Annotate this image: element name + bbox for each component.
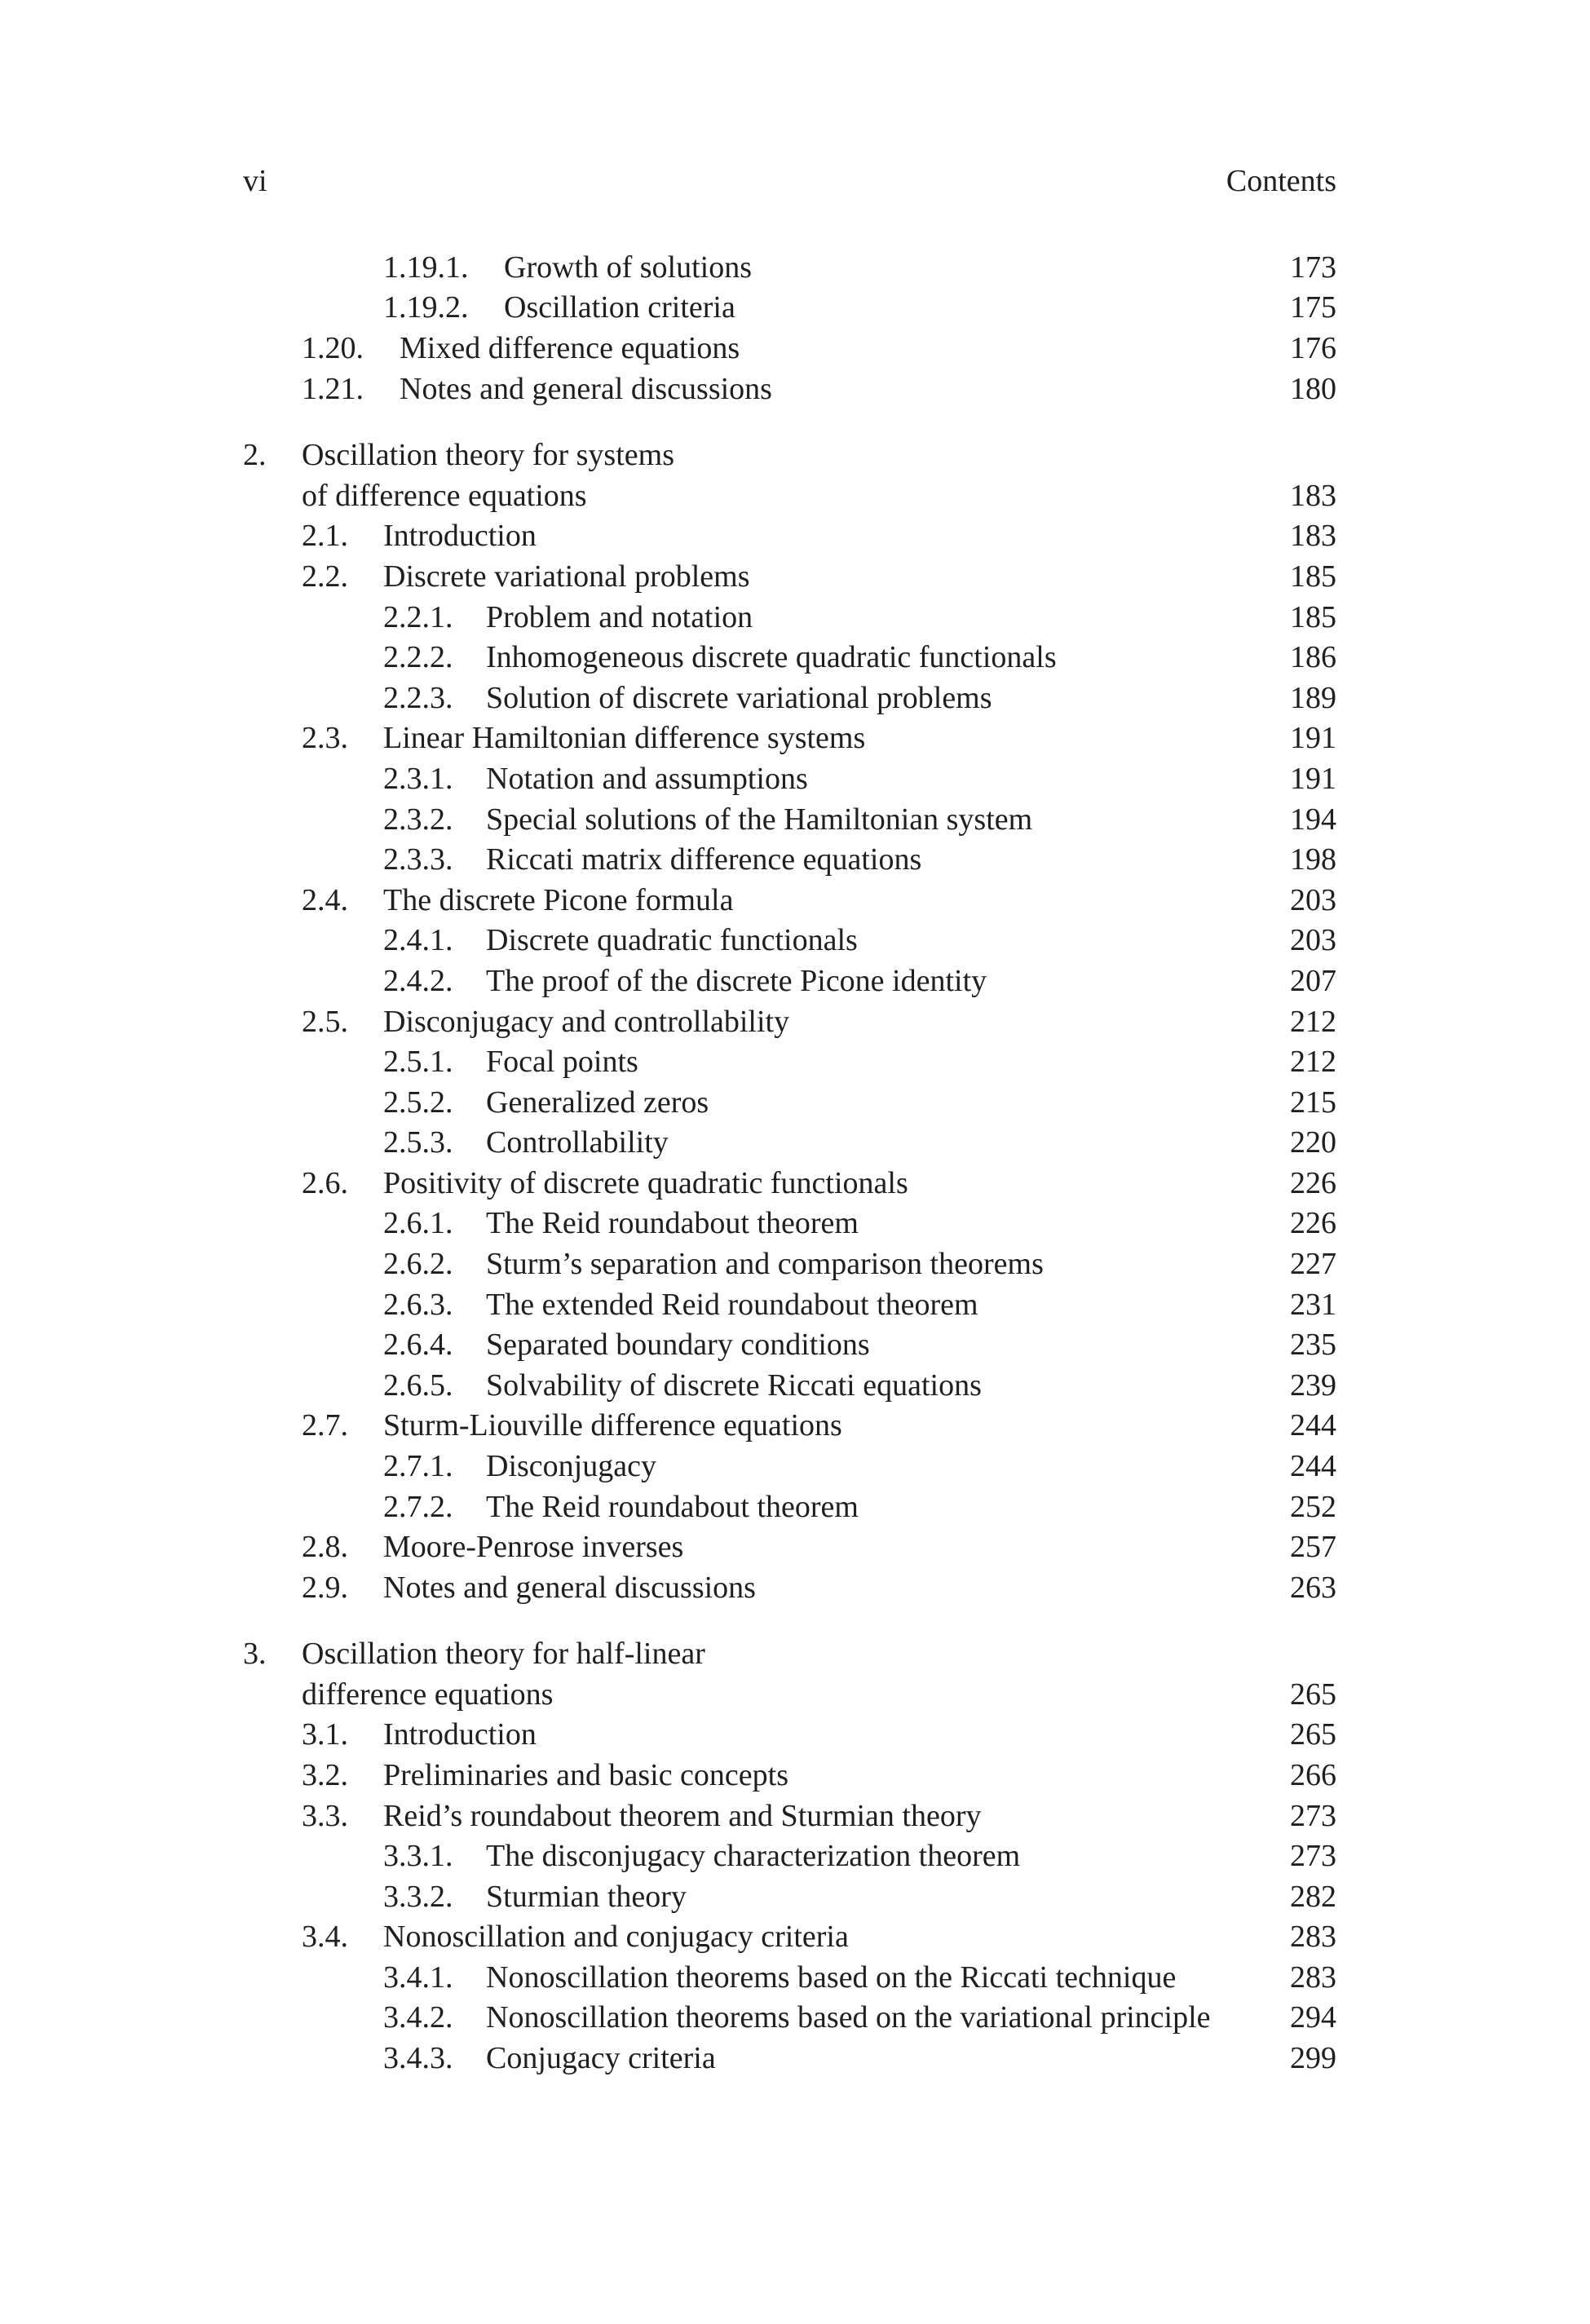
toc-entry-title: Preliminaries and basic concepts: [383, 1758, 789, 1792]
toc-entry-page: 220: [1290, 1125, 1336, 1160]
toc-entry-title: Sturm’s separation and comparison theorems: [486, 1247, 1044, 1281]
toc-entry-number: 3.1.: [302, 1717, 348, 1752]
toc-entry-title: Nonoscillation theorems based on the Riccati technique: [486, 1960, 1177, 1995]
toc-entry-page: 244: [1290, 1408, 1336, 1443]
toc-entry-page: 282: [1290, 1880, 1336, 1914]
toc-entry-title: Controllability: [486, 1125, 669, 1160]
toc-entry: [243, 1163, 1336, 1204]
toc-entry: [243, 1001, 1336, 1042]
toc-entry: [243, 1836, 1336, 1876]
toc-entry: [243, 1997, 1336, 2038]
toc-entry: [243, 1446, 1336, 1487]
toc-entry-title: The proof of the discrete Picone identity: [486, 964, 987, 998]
toc-entry-page: 194: [1290, 802, 1336, 837]
toc-entry-page: 191: [1290, 721, 1336, 755]
toc-entry-title: Special solutions of the Hamiltonian system: [486, 802, 1033, 837]
toc-entry-number: 2.4.1.: [383, 923, 453, 957]
toc-entry-title: The disconjugacy characterization theorem: [486, 1839, 1021, 1873]
toc-entry: [243, 961, 1336, 1001]
toc-entry: [243, 247, 1336, 288]
toc-entry-page: 185: [1290, 559, 1336, 594]
toc-entry-page: 252: [1290, 1490, 1336, 1524]
toc-entry-number: 2.6.4.: [383, 1328, 453, 1362]
toc-entry-page: 239: [1290, 1368, 1336, 1403]
toc-entry: [243, 597, 1336, 638]
toc-entry-number: 1.19.1.: [383, 250, 469, 285]
toc-entry-number: 2.5.3.: [383, 1125, 453, 1160]
toc-chapter-continuation: [243, 475, 1336, 516]
toc-chapter: [243, 435, 1336, 475]
toc-entry-title: Nonoscillation and conjugacy criteria: [383, 1920, 849, 1954]
toc-entry: [243, 1916, 1336, 1957]
toc-entry-title: Riccati matrix difference equations: [486, 842, 922, 877]
toc-entry-page: 235: [1290, 1328, 1336, 1362]
toc-entry: [243, 678, 1336, 718]
toc-entry: [243, 2038, 1336, 2079]
toc-entry: [243, 1714, 1336, 1755]
toc-entry-title: Introduction: [383, 1717, 537, 1752]
toc-entry-number: 2.2.2.: [383, 640, 453, 674]
toc-entry: [243, 1203, 1336, 1244]
toc-entry-page: 183: [1290, 519, 1336, 553]
toc-entry-title: Notes and general discussions: [383, 1571, 756, 1605]
toc-entry-page: 231: [1290, 1288, 1336, 1322]
toc-entry: [243, 1244, 1336, 1284]
toc-entry-page: 207: [1290, 964, 1336, 998]
toc-entry: [243, 1796, 1336, 1836]
toc-entry-title: Problem and notation: [486, 600, 753, 634]
toc-entry: [243, 1527, 1336, 1567]
toc-chapter-number: 2.: [243, 438, 267, 472]
toc-chapter-continuation: [243, 1674, 1336, 1715]
toc-entry-title: Generalized zeros: [486, 1085, 709, 1120]
toc-entry-number: 2.5.1.: [383, 1045, 453, 1079]
toc-entry: [243, 515, 1336, 556]
toc-entry-page: 266: [1290, 1758, 1336, 1792]
toc-entry: [243, 369, 1336, 409]
toc-entry: [243, 1324, 1336, 1365]
toc-entry-title: Linear Hamiltonian difference systems: [383, 721, 866, 755]
toc-entry-page: 294: [1290, 2000, 1336, 2035]
running-header: [243, 163, 1336, 204]
toc-entry-title: Reid’s roundabout theorem and Sturmian theory: [383, 1799, 982, 1833]
toc-entry-number: 3.3.2.: [383, 1880, 453, 1914]
toc-entry-number: 2.2.: [302, 559, 348, 594]
toc-entry: [243, 287, 1336, 328]
toc-entry-title: Solvability of discrete Riccati equations: [486, 1368, 982, 1403]
toc-entry-page: 198: [1290, 842, 1336, 877]
toc-entry-title: Positivity of discrete quadratic functionals: [383, 1166, 908, 1200]
toc-entry-number: 2.9.: [302, 1571, 348, 1605]
toc-entry-title: Notation and assumptions: [486, 762, 808, 796]
toc-entry-title: Notes and general discussions: [400, 372, 772, 406]
toc-entry-title: Growth of solutions: [504, 250, 752, 285]
toc-entry-page: 176: [1290, 331, 1336, 365]
toc-entry: [243, 1957, 1336, 1998]
toc-chapter-number: 3.: [243, 1637, 267, 1671]
toc-entry: [243, 1405, 1336, 1446]
toc-entry-number: 2.1.: [302, 519, 348, 553]
toc-entry-page: 183: [1290, 479, 1336, 513]
toc-entry-title: Moore-Penrose inverses: [383, 1530, 684, 1564]
toc-chapter-title: of difference equations: [302, 479, 587, 513]
toc-entry-title: Sturm-Liouville difference equations: [383, 1408, 842, 1443]
toc-entry-title: Mixed difference equations: [400, 331, 740, 365]
toc-entry-title: Inhomogeneous discrete quadratic functionals: [486, 640, 1057, 674]
toc-entry-number: 2.6.3.: [383, 1288, 453, 1322]
toc-entry-page: 185: [1290, 600, 1336, 634]
page-folio: vi: [243, 164, 267, 198]
toc-entry-number: 2.4.: [302, 883, 348, 917]
toc-entry-title: Nonoscillation theorems based on the variational principle: [486, 2000, 1211, 2035]
toc-entry-page: 203: [1290, 883, 1336, 917]
toc-entry-title: Disconjugacy and controllability: [383, 1005, 790, 1039]
toc-chapter-title: Oscillation theory for half-linear: [302, 1637, 705, 1671]
toc-entry-title: Conjugacy criteria: [486, 2041, 716, 2075]
toc-entry: [243, 758, 1336, 799]
toc-entry-title: The Reid roundabout theorem: [486, 1490, 859, 1524]
toc-entry-page: 263: [1290, 1571, 1336, 1605]
toc-entry: [243, 1487, 1336, 1527]
toc-entry: [243, 880, 1336, 921]
toc-chapter-title: difference equations: [302, 1677, 554, 1712]
toc-entry-page: 203: [1290, 923, 1336, 957]
toc-entry-number: 2.6.2.: [383, 1247, 453, 1281]
toc-entry-title: Discrete variational problems: [383, 559, 750, 594]
toc-entry-page: 189: [1290, 681, 1336, 715]
toc-entry-number: 2.6.5.: [383, 1368, 453, 1403]
toc-entry-page: 244: [1290, 1449, 1336, 1483]
toc-entry: [243, 1082, 1336, 1123]
toc-entry-number: 2.5.: [302, 1005, 348, 1039]
toc-entry: [243, 1041, 1336, 1082]
toc-entry-page: 265: [1290, 1677, 1336, 1712]
toc-entry-number: 2.3.3.: [383, 842, 453, 877]
toc-entry-title: The extended Reid roundabout theorem: [486, 1288, 978, 1322]
toc-entry-number: 2.2.3.: [383, 681, 453, 715]
toc-entry: [243, 1755, 1336, 1796]
toc-entry-number: 2.6.: [302, 1166, 348, 1200]
toc-entry-page: 226: [1290, 1206, 1336, 1240]
toc-entry: [243, 1365, 1336, 1406]
toc-entry-page: 265: [1290, 1717, 1336, 1752]
toc-entry: [243, 328, 1336, 369]
toc-entry-number: 1.19.2.: [383, 290, 469, 325]
toc-entry-page: 299: [1290, 2041, 1336, 2075]
toc-entry-page: 186: [1290, 640, 1336, 674]
toc-entry-number: 2.7.: [302, 1408, 348, 1443]
toc-entry: [243, 637, 1336, 678]
toc-entry: [243, 556, 1336, 597]
toc-entry-number: 3.4.3.: [383, 2041, 453, 2075]
toc-entry: [243, 718, 1336, 758]
toc-entry-number: 2.4.2.: [383, 964, 453, 998]
toc-entry-page: 273: [1290, 1799, 1336, 1833]
toc-chapter-title: Oscillation theory for systems: [302, 438, 674, 472]
toc-entry: [243, 1122, 1336, 1163]
toc-entry-number: 2.3.1.: [383, 762, 453, 796]
toc-entry-page: 212: [1290, 1045, 1336, 1079]
toc-entry-number: 3.4.: [302, 1920, 348, 1954]
toc-entry-title: Introduction: [383, 519, 537, 553]
toc-entry-title: Separated boundary conditions: [486, 1328, 870, 1362]
toc-entry-page: 191: [1290, 762, 1336, 796]
toc-entry-page: 180: [1290, 372, 1336, 406]
toc-entry-number: 3.4.2.: [383, 2000, 453, 2035]
toc-entry-number: 2.7.2.: [383, 1490, 453, 1524]
toc-entry-number: 2.8.: [302, 1530, 348, 1564]
toc-entry-page: 215: [1290, 1085, 1336, 1120]
toc-entry-page: 273: [1290, 1839, 1336, 1873]
toc-entry: [243, 1284, 1336, 1325]
toc-entry-number: 3.3.1.: [383, 1839, 453, 1873]
toc-entry-number: 2.2.1.: [383, 600, 453, 634]
toc-entry-number: 1.20.: [302, 331, 364, 365]
toc-entry-number: 2.3.2.: [383, 802, 453, 837]
toc-entry: [243, 920, 1336, 961]
toc-entry-title: The Reid roundabout theorem: [486, 1206, 859, 1240]
toc-entry-number: 1.21.: [302, 372, 364, 406]
toc-entry-page: 257: [1290, 1530, 1336, 1564]
toc-entry-title: Solution of discrete variational problems: [486, 681, 992, 715]
toc-entry-page: 173: [1290, 250, 1336, 285]
toc-entry-page: 283: [1290, 1960, 1336, 1995]
toc-entry: [243, 1567, 1336, 1608]
toc-entry-title: Disconjugacy: [486, 1449, 656, 1483]
toc-entry: [243, 799, 1336, 840]
running-title: Contents: [1226, 164, 1336, 198]
toc-entry-number: 3.4.1.: [383, 1960, 453, 1995]
toc-entry-number: 2.6.1.: [383, 1206, 453, 1240]
toc-entry-number: 2.5.2.: [383, 1085, 453, 1120]
toc-entry-page: 226: [1290, 1166, 1336, 1200]
toc-entry-number: 2.3.: [302, 721, 348, 755]
toc-entry-number: 3.2.: [302, 1758, 348, 1792]
toc-chapter: [243, 1633, 1336, 1674]
toc-entry-title: Oscillation criteria: [504, 290, 735, 325]
toc-entry-title: Sturmian theory: [486, 1880, 687, 1914]
toc-entry-page: 175: [1290, 290, 1336, 325]
toc-entry: [243, 1876, 1336, 1917]
toc-entry: [243, 839, 1336, 880]
toc-entry-title: Focal points: [486, 1045, 638, 1079]
toc-entry-page: 212: [1290, 1005, 1336, 1039]
toc-entry-page: 283: [1290, 1920, 1336, 1954]
toc-entry-title: The discrete Picone formula: [383, 883, 734, 917]
toc-entry-number: 2.7.1.: [383, 1449, 453, 1483]
toc-entry-number: 3.3.: [302, 1799, 348, 1833]
toc-entry-page: 227: [1290, 1247, 1336, 1281]
toc-entry-title: Discrete quadratic functionals: [486, 923, 858, 957]
